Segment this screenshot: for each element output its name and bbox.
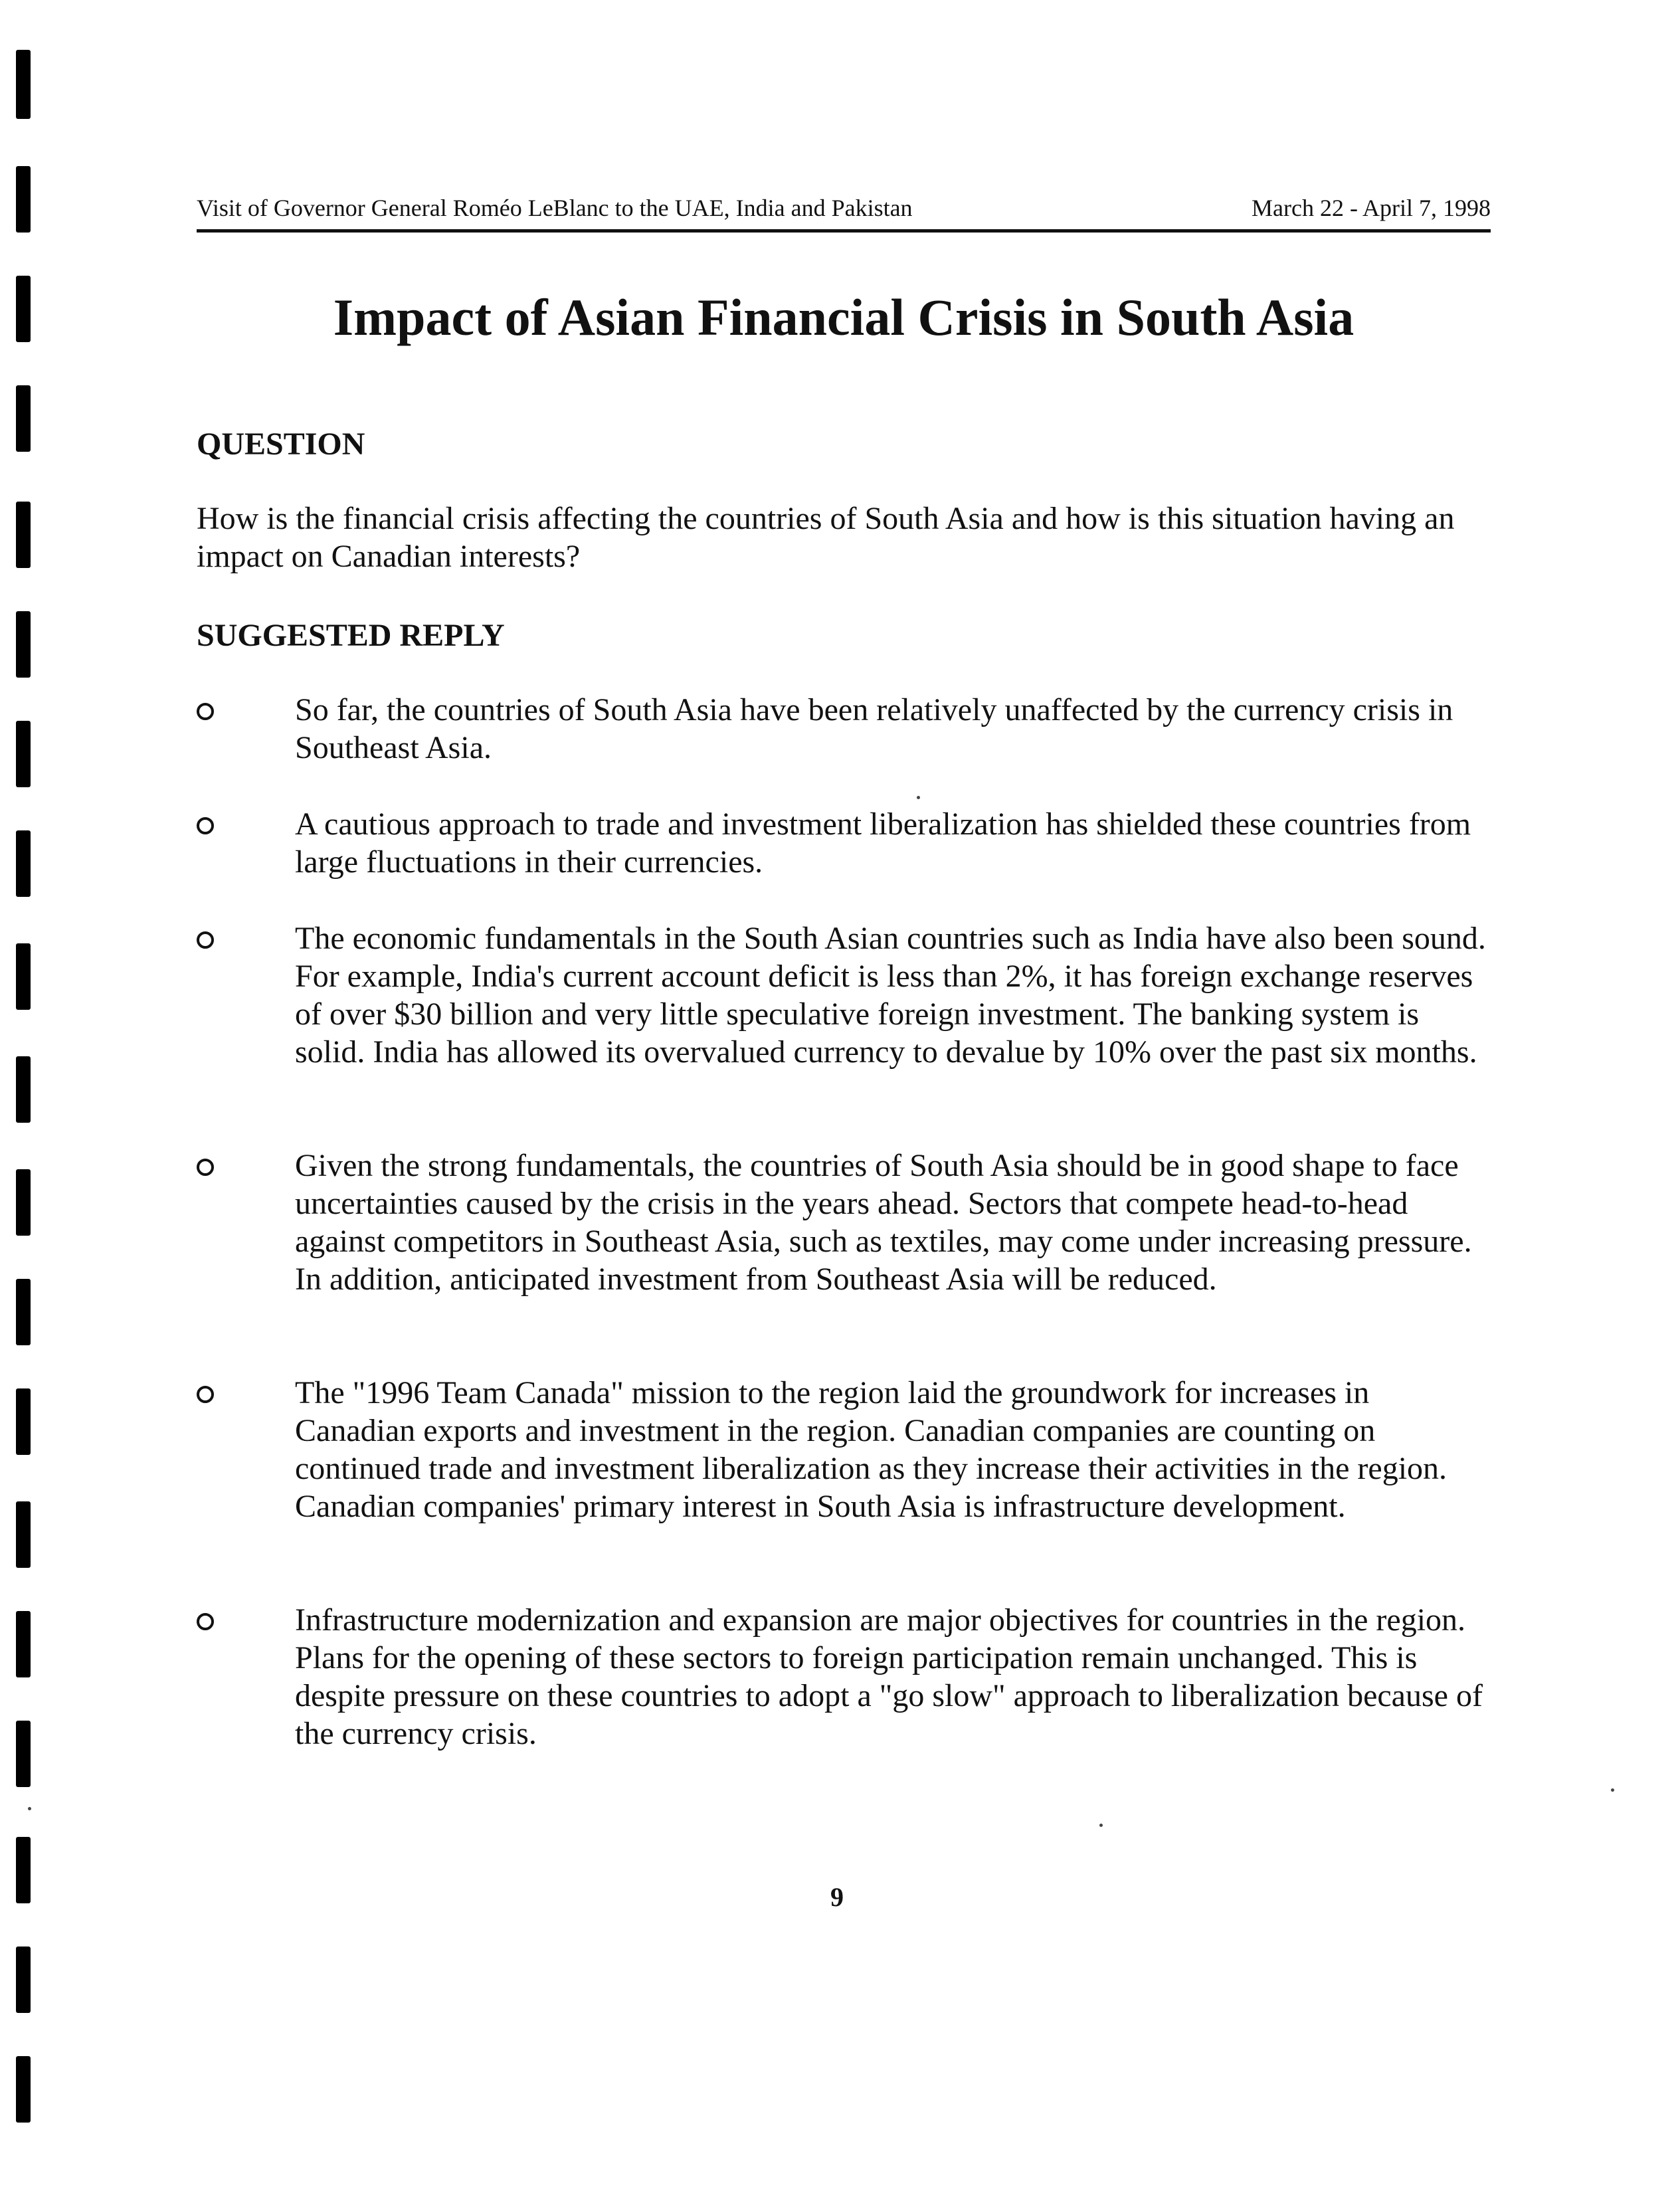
bullet-text: Infrastructure modernization and expansion are major objectives for countries in the region. Plans for the opening of these sectors to foreign participation remain unchanged. This is despite pressure on these countries to adopt a "go slow" approach to liberalization because of the currency crisis.: [295, 1602, 1483, 1751]
scan-speck: [1611, 1788, 1614, 1792]
running-header: [197, 193, 1491, 233]
binder-mark: [16, 1388, 31, 1455]
bullet-text: The "1996 Team Canada" mission to the region laid the groundwork for increases in Canadian exports and investment in the region. Canadian companies are counting on continued trade and investment liberalization as they increase their activities in the region. Canadian companies' primary interest in South Asia is infrastructure development.: [295, 1375, 1447, 1524]
suggested-reply-heading: SUGGESTED REPLY: [197, 618, 505, 653]
binder-mark: [16, 1279, 31, 1345]
binder-marks: [11, 0, 31, 2187]
bullet-text: The economic fundamentals in the South Asian countries such as India have also been sound. For example, India's current account deficit is less than 2%, it has foreign exchange reserves of over $30 billion and very little speculative foreign investment. The banking system is solid. India has allowed its overvalued currency to devalue by 10% over the past six months.: [295, 921, 1486, 1070]
circle-bullet-icon: [197, 931, 214, 949]
binder-mark: [16, 2056, 31, 2123]
circle-bullet-icon: [197, 1159, 214, 1176]
binder-mark: [16, 830, 31, 897]
page-number: 9: [830, 1882, 844, 1912]
binder-mark: [16, 1611, 31, 1677]
binder-mark: [16, 276, 31, 342]
binder-mark: [16, 1501, 31, 1568]
scan-speck: [1099, 1824, 1103, 1827]
bullet-text: So far, the countries of South Asia have been relatively unaffected by the currency crisis in Southeast Asia.: [295, 692, 1453, 765]
bullet-text: Given the strong fundamentals, the countries of South Asia should be in good shape to face uncertainties caused by the crisis in the years ahead. Sectors that compete head-to-head against competitors in Southeast Asia, such as textiles, may come under increasing pressure. In addition, anticipated investment from Southeast Asia will be reduced.: [295, 1148, 1472, 1297]
circle-bullet-icon: [197, 817, 214, 834]
binder-mark: [16, 50, 31, 119]
binder-mark: [16, 721, 31, 787]
binder-mark: [16, 502, 31, 568]
scan-speck: [28, 1807, 31, 1810]
binder-mark: [16, 1056, 31, 1123]
binder-mark: [16, 943, 31, 1010]
binder-mark: [16, 1837, 31, 1903]
binder-mark: [16, 385, 31, 452]
binder-mark: [16, 1169, 31, 1236]
question-text: How is the financial crisis affecting the countries of South Asia and how is this situation having an impact on Canadian interests?: [197, 501, 1455, 574]
scan-speck: [917, 796, 920, 799]
header-date-range: March 22 - April 7, 1998: [1252, 195, 1491, 221]
circle-bullet-icon: [197, 1613, 214, 1630]
bullet-text: A cautious approach to trade and investment liberalization has shielded these countries from large fluctuations in their currencies.: [295, 807, 1471, 880]
binder-mark: [16, 611, 31, 678]
binder-mark: [16, 166, 31, 233]
header-visit-title: Visit of Governor General Roméo LeBlanc to the UAE, India and Pakistan: [197, 195, 913, 221]
circle-bullet-icon: [197, 703, 214, 720]
binder-mark: [16, 1721, 31, 1787]
binder-mark: [16, 1947, 31, 2013]
circle-bullet-icon: [197, 1386, 214, 1403]
question-heading: QUESTION: [197, 427, 365, 462]
document-title: Impact of Asian Financial Crisis in South Asia: [333, 288, 1354, 346]
